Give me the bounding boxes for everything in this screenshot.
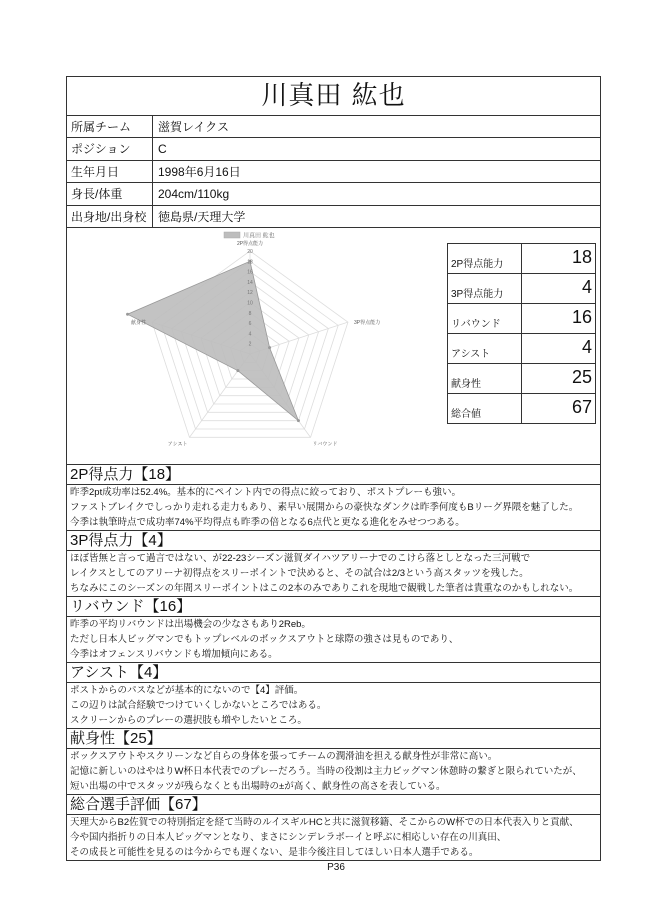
tick-label: 4 [248,331,252,338]
section-heading: 献身性【25】 [67,729,600,749]
section-line: 今季はオフェンスリバウンドも増加傾向にある。 [70,648,278,660]
stat-label: 3P得点能力 [448,273,522,303]
stat-value: 4 [522,333,596,363]
profile-value: 204cm/110kg [158,187,230,202]
stat-row [448,363,596,393]
profile-label: 身長/体重 [67,183,153,204]
profile-label: 所属チーム [67,116,153,137]
profile-label: 出身地/出身校 [67,206,153,227]
section-heading: 総合選手評価【67】 [67,795,600,815]
section-line: ただし日本人ビッグマンでもトップレベルのボックスアウトと球際の強さは見ものであり、 [70,633,459,645]
profile-value: 徳島県/天理大学 [158,209,246,224]
profile-table [67,116,600,228]
tick-label: 18 [247,259,253,266]
section-line: その成長と可能性を見るのは今からでも遅くない、是非今後注目してほしい日本人選手である。 [70,846,479,858]
profile-value: 1998年6月16日 [158,164,241,179]
profile-value: C [158,142,167,157]
sections [67,465,600,860]
section-body [67,749,600,795]
data-point [297,419,300,422]
profile-row [67,183,600,205]
section-heading: アシスト【4】 [67,663,600,683]
section-line: ポストからのパスなどが基本的にないので【4】評価。 [70,684,304,696]
stat-label: 献身性 [448,363,522,393]
section-line: ボックスアウトやスクリーンなど自らの身体を張ってチームの潤滑油を担える献身性が非常に高い。 [70,750,498,762]
section-heading: リバウンド【16】 [67,597,600,617]
tick-label: 10 [247,300,253,307]
section-body [67,683,600,729]
axis-label: アシスト [167,441,188,448]
section-body [67,617,600,663]
profile-row [67,138,600,160]
data-point [126,313,129,316]
stat-label: リバウンド [448,303,522,333]
section-body [67,485,600,531]
stats-table [447,243,596,424]
section-line: 昨季の平均リバウンドは出場機会の少なさもあり2Reb。 [70,618,311,630]
axis-label: 2P得点能力 [236,240,264,247]
section-line: 今季は執筆時点で成功率74%平均得点も昨季の倍となる6点代と更なる進化をみせつつある。 [70,516,465,528]
section-line: レイクスとしてのアリーナ初得点をスリーポイントで決めると、その試合は2/3という高スタッツを残した。 [70,567,529,579]
stat-row [448,333,596,363]
tick-label: 20 [247,248,253,255]
page-number: P36 [327,862,345,873]
profile-row [67,116,600,138]
axis-label: リバウンド [312,441,338,448]
data-point [236,369,239,372]
profile-row [67,206,600,228]
stat-row [448,273,596,303]
tick-label: 14 [247,279,253,286]
section-line: スクリーンからのプレーの選択肢も増やしたいところ。 [70,714,307,726]
section-line: ちなみにこのシーズンの年間スリーポイントはこの2本のみでありこれを現地で観戦した筆者は貴重なのかもしれない。 [70,582,579,594]
stat-value: 18 [522,243,596,273]
stat-value: 67 [522,393,596,423]
player-sheet [66,76,601,861]
stat-label: 総合値 [448,393,522,423]
section-line: ほぼ皆無と言って過言ではない、が22-23シーズン滋賀ダイハツアリーナでのこけら落としとなった三河戦で [70,552,531,564]
stat-value: 4 [522,273,596,303]
legend-label: 川真田 紘也 [243,233,275,240]
tick-label: 12 [247,290,253,297]
stat-value: 25 [522,363,596,393]
section-line: この辺りは試合経験でつけていくしかないところではある。 [70,699,327,711]
stat-row [448,303,596,333]
profile-label: ポジション [67,138,153,159]
radar-chart [67,228,442,465]
tick-label: 8 [248,310,252,317]
stat-label: 2P得点能力 [448,243,522,273]
section-body [67,815,600,860]
section-heading: 3P得点力【4】 [67,531,600,551]
chart-area [67,228,600,465]
section-heading: 2P得点力【18】 [67,465,600,485]
legend-swatch [224,232,240,238]
profile-label: 生年月日 [67,161,153,182]
tick-label: 2 [248,341,252,348]
section-line: 短い出場の中でスタッツが残らなくとも出場時の±が高く、献身性の高さを表している。 [70,780,446,792]
data-polygon [128,261,299,420]
section-line: 今や国内指折りの日本人ビッグマンとなり、まさにシンデレラボーイと呼ぶに相応しい存在の川真田、 [70,831,507,843]
axis-label: 3P得点能力 [353,320,381,327]
profile-row [67,161,600,183]
stat-value: 16 [522,303,596,333]
data-point [268,346,271,349]
stat-row [448,393,596,423]
section-line: 記憶に新しいのはやはりW杯日本代表でのプレーだろう。当時の役割は主力ビッグマン休憩時の繋ぎと限られていたが、 [70,765,582,777]
stat-label: アシスト [448,333,522,363]
profile-value: 滋賀レイクス [158,120,230,134]
section-line: ファストブレイクでしっかり走れる走力もあり、素早い展開からの豪快なダンクは昨季何度もBリーグ界隈を魅了した。 [70,501,579,513]
section-line: 昨季2pt成功率は52.4%。基本的にペイント内での得点に絞っており、ポストプレーも強い。 [70,486,461,498]
player-name: 川真田 紘也 [67,77,600,116]
stat-row [448,243,596,273]
tick-label: 6 [248,321,252,328]
section-line: 天理大からB2佐賀での特別指定を経て当時のルイスギルHCと共に滋賀移籍、そこからのW杯での日本代表入りと貢献、 [70,816,579,828]
tick-label: 16 [247,269,253,276]
section-body [67,551,600,597]
axis-label: 献身性 [131,320,147,327]
